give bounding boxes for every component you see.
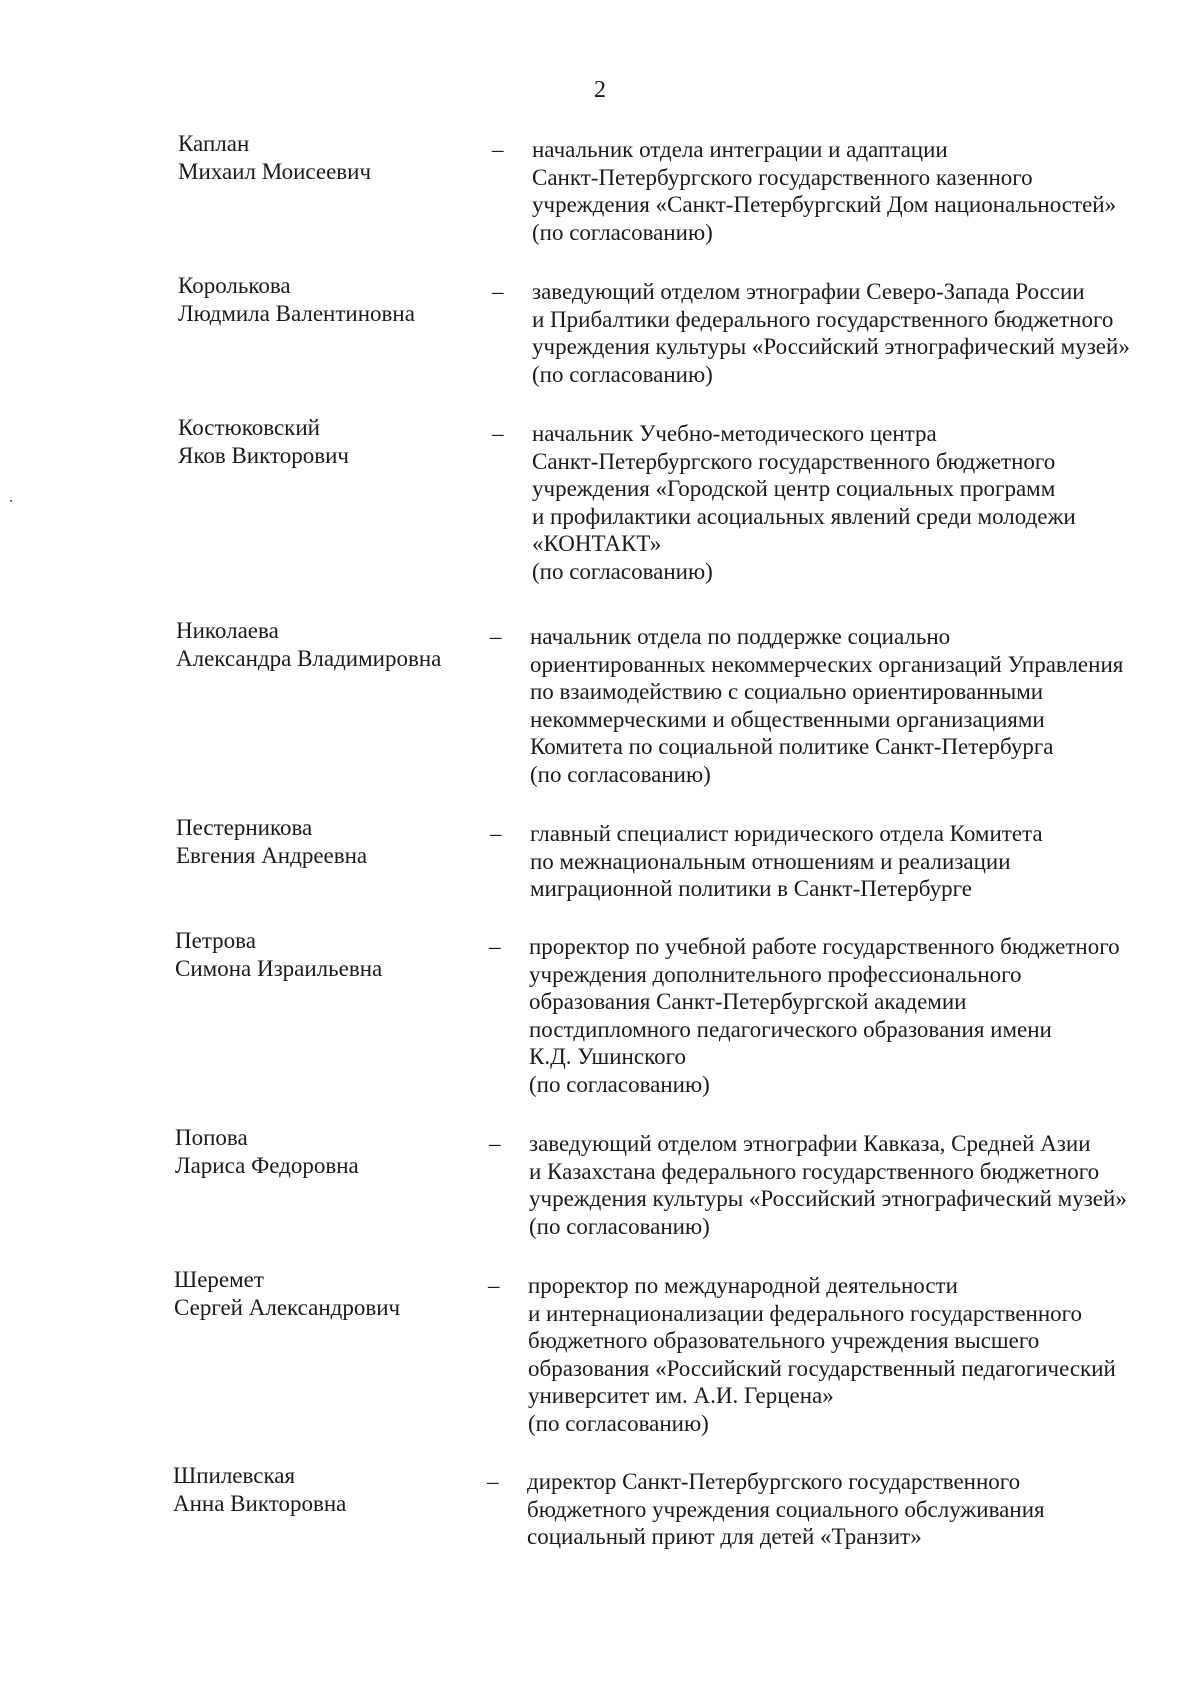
position-line: социальный приют для детей «Транзит» (527, 1524, 922, 1549)
member-surname: Каплан (178, 131, 250, 156)
position-line: главный специалист юридического отдела Комитета (530, 821, 1043, 846)
position-line: миграционной политики в Санкт-Петербурге (530, 876, 972, 901)
member-given-names: Людмила Валентиновна (178, 300, 415, 326)
member-given-names: Симона Израильевна (175, 955, 383, 981)
position-line: (по согласованию) (532, 558, 713, 584)
member-given-names: Яков Викторович (178, 442, 349, 468)
position-line: бюджетного учреждения социального обслуживания (527, 1496, 1045, 1522)
position-line: учреждения культуры «Российский этнографический музей» (529, 1186, 1127, 1211)
position-line: «КОНТАКТ» (532, 531, 662, 556)
position-line: начальник отдела интеграции и адаптации (532, 137, 948, 162)
position-line: ориентированных некоммерческих организаций Управления (530, 651, 1124, 677)
separator-dash: – (492, 137, 504, 162)
position-line: университет им. А.И. Герцена» (528, 1383, 834, 1408)
member-position (532, 278, 1172, 388)
separator-dash: – (492, 421, 504, 446)
member-name (173, 1462, 473, 1517)
separator-dash: – (488, 1273, 500, 1298)
member-position (529, 933, 1169, 1098)
position-line: и интернационализации федерального государственного (528, 1300, 1083, 1326)
member-given-names: Александра Владимировна (176, 645, 442, 671)
position-line: бюджетного образовательного учреждения высшего (528, 1328, 1040, 1353)
position-line: учреждения «Санкт-Петербургский Дом национальностей» (532, 192, 1117, 217)
position-line: (по согласованию) (529, 1213, 710, 1239)
member-name (176, 814, 476, 869)
position-line: некоммерческими и общественными организациями (530, 706, 1045, 732)
member-name (178, 414, 478, 469)
position-line: Комитета по социальной политике Санкт-Петербурга (530, 734, 1054, 759)
position-line: (по согласованию) (529, 1071, 710, 1097)
position-line: постдипломного педагогического образования имени (529, 1016, 1052, 1042)
position-line: заведующий отделом этнографии Северо-Запада России (532, 279, 1085, 304)
scan-speck (10, 500, 12, 502)
position-line: и профилактики асоциальных явлений среди молодежи (532, 503, 1076, 529)
position-line: (по согласованию) (528, 1410, 709, 1436)
member-position (530, 820, 1170, 903)
position-line: по взаимодействию с социально ориентированными (530, 679, 1044, 704)
separator-dash: – (492, 279, 504, 304)
position-line: образования Санкт-Петербургской академии (529, 989, 967, 1014)
position-line: заведующий отделом этнографии Кавказа, Средней Азии (529, 1131, 1091, 1156)
position-line: учреждения культуры «Российский этнографический музей» (532, 334, 1130, 359)
position-line: начальник Учебно-методического центра (532, 421, 937, 446)
member-given-names: Лариса Федоровна (175, 1152, 359, 1178)
member-position (527, 1468, 1167, 1551)
member-given-names: Евгения Андреевна (176, 842, 368, 868)
member-surname: Королькова (178, 273, 291, 298)
member-name (176, 617, 476, 672)
position-line: и Прибалтики федерального государственного бюджетного (532, 306, 1114, 332)
member-position (532, 136, 1172, 246)
member-surname: Костюковский (178, 415, 320, 440)
separator-dash: – (489, 934, 501, 959)
member-position (532, 420, 1172, 585)
member-name (175, 1124, 475, 1179)
member-given-names: Михаил Моисеевич (178, 158, 372, 184)
member-position (528, 1272, 1168, 1437)
position-line: и Казахстана федерального государственного бюджетного (529, 1158, 1100, 1184)
member-name (178, 130, 478, 185)
member-surname: Пестерникова (176, 815, 313, 840)
position-line: Санкт-Петербургского государственного бюджетного (532, 448, 1056, 474)
separator-dash: – (490, 821, 502, 846)
member-surname: Шпилевская (173, 1463, 296, 1488)
member-name (178, 272, 478, 327)
member-given-names: Анна Викторовна (173, 1490, 347, 1516)
separator-dash: – (490, 624, 502, 649)
position-line: Санкт-Петербургского государственного казенного (532, 164, 1033, 190)
position-line: (по согласованию) (532, 361, 713, 387)
position-line: (по согласованию) (532, 219, 713, 245)
position-line: проректор по международной деятельности (528, 1273, 958, 1298)
member-surname: Шеремет (174, 1267, 264, 1292)
member-surname: Попова (175, 1125, 248, 1150)
position-line: начальник отдела по поддержке социально (530, 624, 951, 649)
member-name (175, 927, 475, 982)
position-line: К.Д. Ушинского (529, 1044, 686, 1069)
member-surname: Петрова (175, 928, 256, 953)
position-line: проректор по учебной работе государственного бюджетного (529, 934, 1120, 959)
member-given-names: Сергей Александрович (174, 1294, 401, 1320)
member-name (174, 1266, 474, 1321)
position-line: по межнациональным отношениям и реализации (530, 848, 1011, 874)
position-line: директор Санкт-Петербургского государственного (527, 1469, 1021, 1494)
separator-dash: – (487, 1469, 499, 1494)
position-line: образования «Российский государственный педагогический (528, 1355, 1116, 1381)
member-position (529, 1130, 1169, 1240)
member-position (530, 623, 1170, 788)
separator-dash: – (489, 1131, 501, 1156)
member-surname: Николаева (176, 618, 279, 643)
position-line: учреждения дополнительного профессионального (529, 961, 1022, 987)
position-line: (по согласованию) (530, 761, 711, 787)
page-number: 2 (594, 77, 606, 103)
position-line: учреждения «Городской центр социальных программ (532, 476, 1056, 501)
